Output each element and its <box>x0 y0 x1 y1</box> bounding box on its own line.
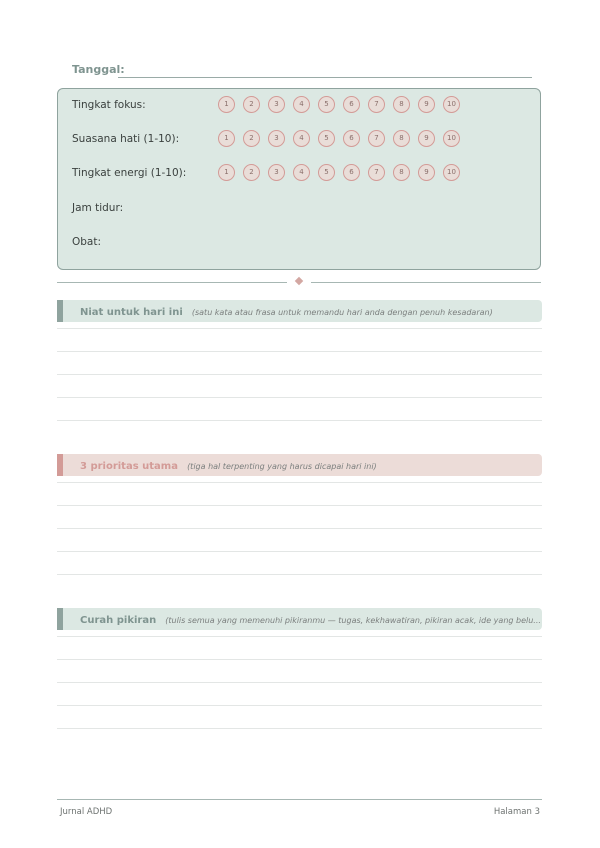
writing-line[interactable] <box>57 574 542 575</box>
date-label: Tanggal: <box>72 63 125 76</box>
writing-line[interactable] <box>57 351 542 352</box>
rating-option-9[interactable]: 9 <box>418 130 435 147</box>
writing-line[interactable] <box>57 636 542 637</box>
rating-option-3[interactable]: 3 <box>268 164 285 181</box>
section-header-intention <box>57 300 542 322</box>
diamond-icon <box>295 277 303 285</box>
writing-line[interactable] <box>57 659 542 660</box>
rating-option-7[interactable]: 7 <box>368 130 385 147</box>
rating-option-1[interactable]: 1 <box>218 164 235 181</box>
rating-option-3[interactable]: 3 <box>268 96 285 113</box>
writing-line[interactable] <box>57 328 542 329</box>
rating-option-10[interactable]: 10 <box>443 96 460 113</box>
writing-line[interactable] <box>57 705 542 706</box>
footer-page-number: Halaman 3 <box>493 807 540 817</box>
rating-scale <box>218 164 468 182</box>
rating-option-2[interactable]: 2 <box>243 130 260 147</box>
rating-scale <box>218 96 468 114</box>
date-input-line[interactable] <box>118 77 532 78</box>
rating-option-4[interactable]: 4 <box>293 164 310 181</box>
rating-option-4[interactable]: 4 <box>293 96 310 113</box>
writing-line[interactable] <box>57 482 542 483</box>
footer-divider <box>57 799 542 800</box>
writing-line[interactable] <box>57 728 542 729</box>
rating-option-7[interactable]: 7 <box>368 164 385 181</box>
footer-journal-title: Jurnal ADHD <box>60 807 113 817</box>
daily-tracker-box <box>57 88 541 270</box>
section-header-brain-dump <box>57 608 542 630</box>
writing-line[interactable] <box>57 528 542 529</box>
rating-option-7[interactable]: 7 <box>368 96 385 113</box>
rating-option-2[interactable]: 2 <box>243 96 260 113</box>
rating-option-2[interactable]: 2 <box>243 164 260 181</box>
date-row <box>72 62 532 80</box>
writing-line[interactable] <box>57 551 542 552</box>
section-title: 3 prioritas utama <box>80 461 178 472</box>
rating-scale <box>218 130 468 148</box>
divider-line <box>311 282 541 283</box>
rating-option-9[interactable]: 9 <box>418 96 435 113</box>
ornament-divider <box>57 277 541 289</box>
rating-option-5[interactable]: 5 <box>318 130 335 147</box>
rating-option-10[interactable]: 10 <box>443 164 460 181</box>
section-hint: (tiga hal terpenting yang harus dicapai hari ini) <box>187 462 377 471</box>
writing-line[interactable] <box>57 505 542 506</box>
rating-option-5[interactable]: 5 <box>318 164 335 181</box>
divider-line <box>57 282 287 283</box>
section-hint: (satu kata atau frasa untuk memandu hari anda dengan penuh kesadaran) <box>191 308 493 317</box>
tracker-label: Jam tidur: <box>72 202 124 214</box>
rating-option-6[interactable]: 6 <box>343 130 360 147</box>
rating-option-8[interactable]: 8 <box>393 164 410 181</box>
writing-line[interactable] <box>57 682 542 683</box>
rating-option-6[interactable]: 6 <box>343 96 360 113</box>
writing-line[interactable] <box>57 374 542 375</box>
tracker-label: Tingkat fokus: <box>72 99 146 111</box>
section-header-priorities <box>57 454 542 476</box>
tracker-label: Suasana hati (1-10): <box>72 133 180 145</box>
section-hint: (tulis semua yang memenuhi pikiranmu — tugas, kekhawatiran, pikiran acak, ide yang belu... <box>165 616 541 625</box>
section-title: Niat untuk hari ini <box>80 307 183 318</box>
writing-line[interactable] <box>57 397 542 398</box>
rating-option-6[interactable]: 6 <box>343 164 360 181</box>
rating-option-5[interactable]: 5 <box>318 96 335 113</box>
rating-option-8[interactable]: 8 <box>393 130 410 147</box>
tracker-label: Obat: <box>72 236 102 248</box>
writing-line[interactable] <box>57 420 542 421</box>
rating-option-1[interactable]: 1 <box>218 130 235 147</box>
rating-option-4[interactable]: 4 <box>293 130 310 147</box>
rating-option-1[interactable]: 1 <box>218 96 235 113</box>
rating-option-3[interactable]: 3 <box>268 130 285 147</box>
section-title: Curah pikiran <box>80 615 157 626</box>
tracker-label: Tingkat energi (1-10): <box>72 167 187 179</box>
rating-option-8[interactable]: 8 <box>393 96 410 113</box>
rating-option-9[interactable]: 9 <box>418 164 435 181</box>
rating-option-10[interactable]: 10 <box>443 130 460 147</box>
